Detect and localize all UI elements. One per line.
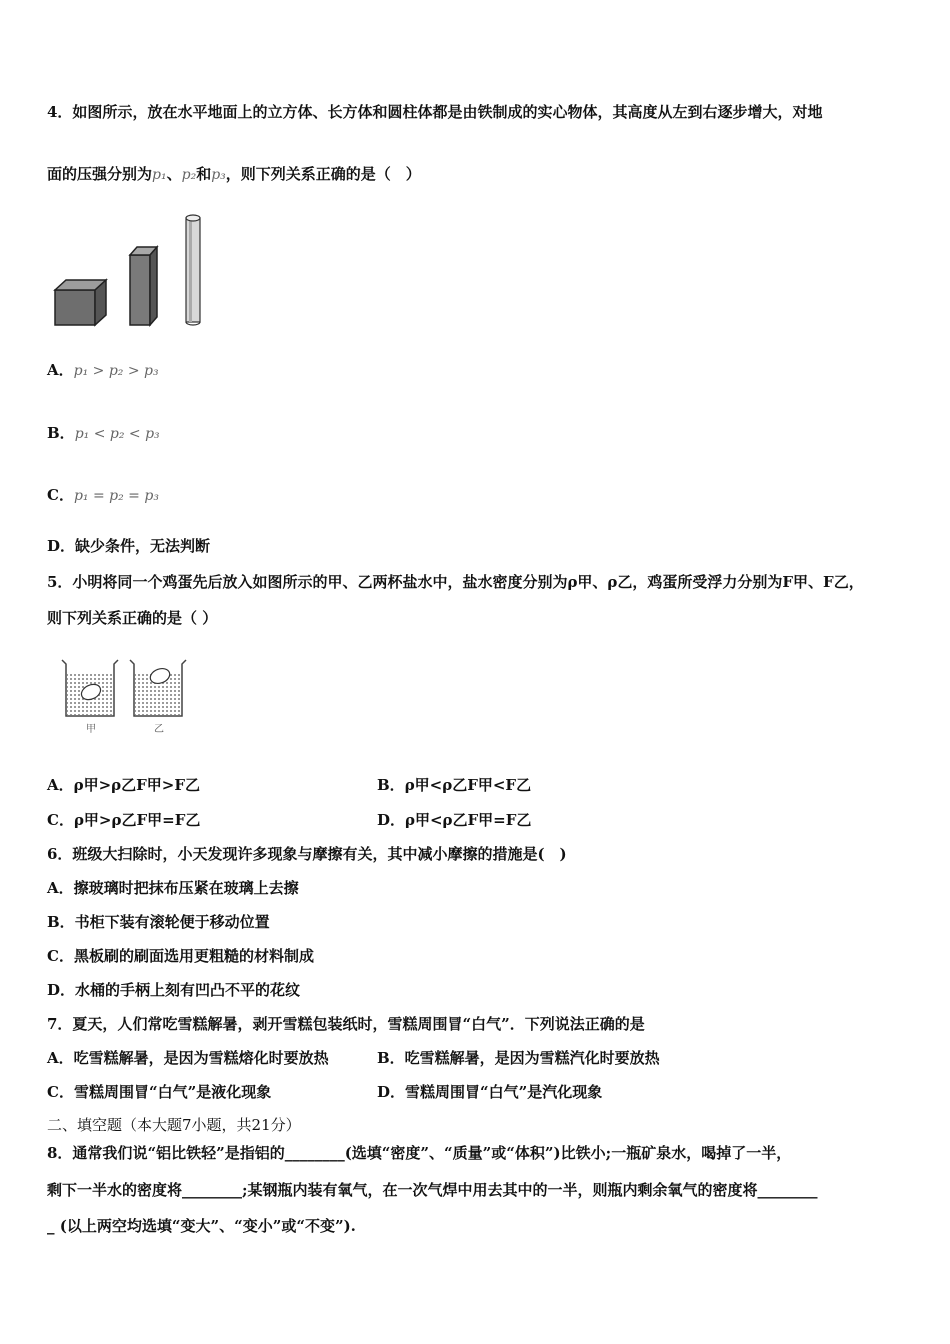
q5-option-c[interactable] <box>47 810 200 830</box>
beaker-label-yi: 乙 <box>154 724 164 735</box>
q5-option-a-label: A． <box>47 776 74 794</box>
q4-option-c-formula: p₁ = p₂ = p₃ <box>73 488 159 504</box>
q5-stem-line2: 则下列关系正确的是（ ） <box>47 609 218 627</box>
p3-symbol: p₃ <box>211 167 226 183</box>
q5-option-d[interactable] <box>377 810 531 830</box>
q6-option-c[interactable]: C．黑板刷的刷面选用更粗糙的材料制成 <box>47 947 314 965</box>
section-heading-fill-in: 二、填空题（本大题7小题，共21分） <box>47 1116 301 1134</box>
q4-figure-solids <box>50 210 220 330</box>
q4-option-a-formula: p₁ > p₂ > p₃ <box>73 363 159 379</box>
q5-option-b-text: ρ甲<ρ乙F甲<F乙 <box>404 776 532 794</box>
q4-option-c[interactable] <box>47 485 159 506</box>
q7-option-b[interactable]: B．吃雪糕解暑，是因为雪糕汽化时要放热 <box>377 1049 660 1067</box>
q7-option-a[interactable]: A．吃雪糕解暑，是因为雪糕熔化时要放热 <box>47 1049 329 1067</box>
q4-option-b[interactable] <box>47 423 160 444</box>
q4-stem-pre: 面的压强分别为 <box>47 165 153 183</box>
q5-option-b-label: B． <box>377 776 405 794</box>
q4-stem-post: ，则下列关系正确的是（ ） <box>225 165 421 183</box>
q4-option-c-label: C． <box>47 486 74 504</box>
beaker-label-jia: 甲 <box>86 724 96 735</box>
q5-option-d-text: ρ甲<ρ乙F甲=F乙 <box>405 811 532 829</box>
q6-option-a[interactable]: A．擦玻璃时把抹布压紧在玻璃上去擦 <box>47 879 299 897</box>
q4-option-b-label: B． <box>47 424 75 442</box>
q4-stem-line2 <box>47 164 421 185</box>
q4-option-d-text: 缺少条件，无法判断 <box>75 537 211 555</box>
q6-stem: 6．班级大扫除时，小天发现许多现象与摩擦有关，其中减小摩擦的措施是( ) <box>47 845 567 863</box>
q4-option-a[interactable] <box>47 360 159 381</box>
q4-option-b-formula: p₁ < p₂ < p₃ <box>74 426 160 442</box>
q6-option-b[interactable]: B．书柜下装有滚轮便于移动位置 <box>47 913 270 931</box>
q4-option-d[interactable] <box>47 536 210 556</box>
q7-option-c[interactable]: C．雪糕周围冒“白气”是液化现象 <box>47 1083 272 1101</box>
q8-line1: 8．通常我们说“铝比铁轻”是指铝的________(选填“密度”、“质量”或“体积”)比铁小;一瓶矿泉水，喝掉了一半， <box>47 1144 792 1162</box>
q5-option-b[interactable] <box>377 775 531 795</box>
q5-option-a-text: ρ甲>ρ乙F甲>F乙 <box>73 776 201 794</box>
q4-stem-line1: 4．如图所示，放在水平地面上的立方体、长方体和圆柱体都是由铁制成的实心物体，其高度从左到右逐步增大，对地 <box>47 103 823 121</box>
q8-line3: _ (以上两空均选填“变大”、“变小”或“不变”). <box>47 1217 356 1235</box>
q5-option-c-text: ρ甲>ρ乙F甲=F乙 <box>73 811 201 829</box>
q4-and: 和 <box>196 165 212 183</box>
q5-stem-line1: 5．小明将同一个鸡蛋先后放入如图所示的甲、乙两杯盐水中，盐水密度分别为ρ甲、ρ乙，鸡蛋所受浮力分别为F甲、F乙， <box>47 573 864 591</box>
q4-sep: 、 <box>166 165 182 183</box>
q4-option-a-label: A． <box>47 361 74 379</box>
q6-option-d[interactable]: D．水桶的手柄上刻有凹凸不平的花纹 <box>47 981 301 999</box>
q4-option-d-label: D． <box>47 537 76 555</box>
q5-option-d-label: D． <box>377 811 406 829</box>
q5-option-a[interactable] <box>47 775 200 795</box>
p1-symbol: p₁ <box>152 167 167 183</box>
q5-option-c-label: C． <box>47 811 74 829</box>
p2-symbol: p₂ <box>181 167 197 183</box>
q7-stem: 7．夏天，人们常吃雪糕解暑，剥开雪糕包装纸时，雪糕周围冒“白气”．下列说法正确的是 <box>47 1015 645 1033</box>
q5-figure-beakers <box>58 654 198 740</box>
q7-option-d[interactable]: D．雪糕周围冒“白气”是汽化现象 <box>377 1083 603 1101</box>
q8-line2: 剩下一半水的密度将________;某钢瓶内装有氧气，在一次气焊中用去其中的一半，则瓶内剩余氧气的密度将________ <box>47 1181 818 1199</box>
